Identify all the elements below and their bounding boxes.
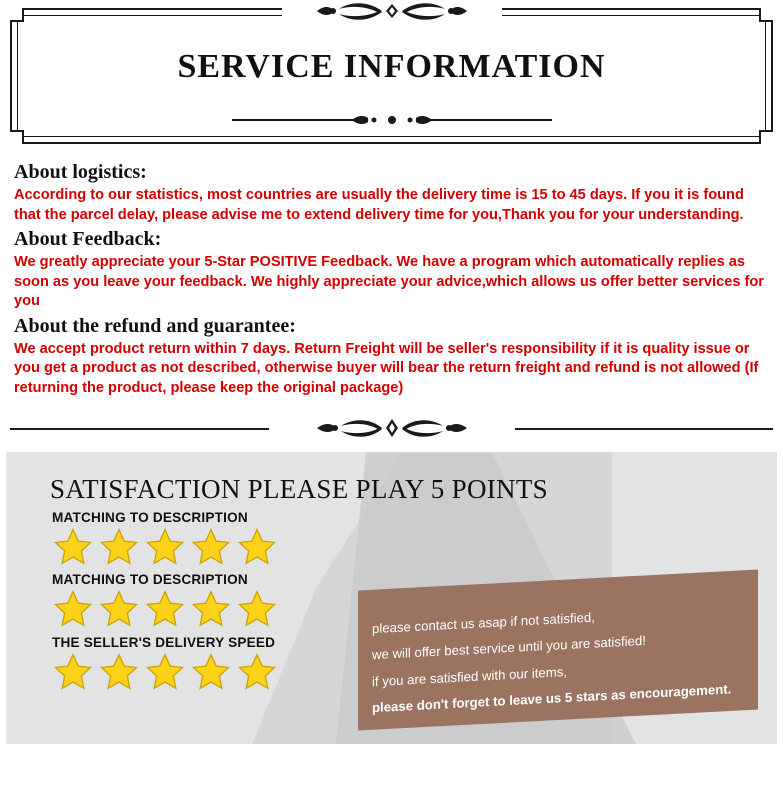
- section-body-logistics: According to our statistics, most countries are usually the delivery time is 15 to 45 days. If you it is found that the parcel delay, please advise me to extend delivery time for you,Thank you for your understanding.: [14, 187, 744, 223]
- rating-label-1: MATCHING TO DESCRIPTION: [52, 510, 248, 526]
- rating-row-3: [52, 635, 282, 692]
- star-icon: [236, 652, 278, 692]
- section-body-feedback: We greatly appreciate your 5-Star POSITIVE Feedback. We have a program which automatically replies as soon as you leave your feedback. We highly appreciate your advice,which allows us offer better services for you: [14, 254, 764, 310]
- note-line-4: please don't forget to leave us 5 stars as encouragement.: [372, 681, 732, 716]
- rating-label-2: MATCHING TO DESCRIPTION: [52, 572, 248, 588]
- star-icon: [190, 652, 232, 692]
- service-information-body: [0, 144, 783, 398]
- star-icon: [144, 589, 186, 629]
- corner-decoration-bottom-left: [10, 130, 24, 144]
- star-rating-2: [52, 589, 282, 629]
- note-line-2: we will offer best service until you are satisfied!: [372, 633, 646, 663]
- star-icon: [98, 652, 140, 692]
- star-icon: [144, 652, 186, 692]
- rating-label-3: THE SELLER'S DELIVERY SPEED: [52, 635, 276, 651]
- ornamental-flourish-icon: [282, 0, 502, 32]
- star-icon: [190, 527, 232, 567]
- star-icon: [98, 527, 140, 567]
- star-icon: [52, 652, 94, 692]
- star-rating-3: [52, 652, 282, 692]
- corner-decoration-bottom-right: [759, 130, 773, 144]
- service-information-header: [10, 8, 773, 144]
- page-title: SERVICE INFORMATION: [177, 48, 606, 85]
- star-icon: [236, 527, 278, 567]
- star-icon: [236, 589, 278, 629]
- divider-ornament-icon: [269, 414, 515, 444]
- star-rating-1: [52, 527, 282, 567]
- rating-row-1: [52, 510, 282, 567]
- section-heading-refund: About the refund and guarantee:: [14, 314, 296, 337]
- corner-decoration-top-right: [759, 8, 773, 22]
- note-line-1: please contact us asap if not satisfied,: [372, 609, 595, 637]
- star-icon: [190, 589, 232, 629]
- corner-decoration-top-left: [10, 8, 24, 22]
- star-icon: [52, 589, 94, 629]
- banner-title: SATISFACTION PLEASE PLAY 5 POINTS: [50, 474, 548, 505]
- star-icon: [52, 527, 94, 567]
- note-line-3: if you are satisfied with our items,: [372, 663, 567, 690]
- satisfaction-note-text: [372, 596, 762, 722]
- star-icon: [144, 527, 186, 567]
- section-divider: [10, 414, 773, 444]
- ornamental-flourish-bottom-icon: [227, 108, 557, 132]
- section-heading-feedback: About Feedback:: [14, 228, 162, 251]
- section-heading-logistics: About logistics:: [14, 161, 147, 183]
- section-body-refund: We accept product return within 7 days. Return Freight will be seller's responsibility if it is quality issue or you get a product as not described, otherwise buyer will bear the return freight and refund is not allowed (If returning the product, please keep the original package): [14, 340, 759, 396]
- star-icon: [98, 589, 140, 629]
- rating-row-2: [52, 572, 282, 629]
